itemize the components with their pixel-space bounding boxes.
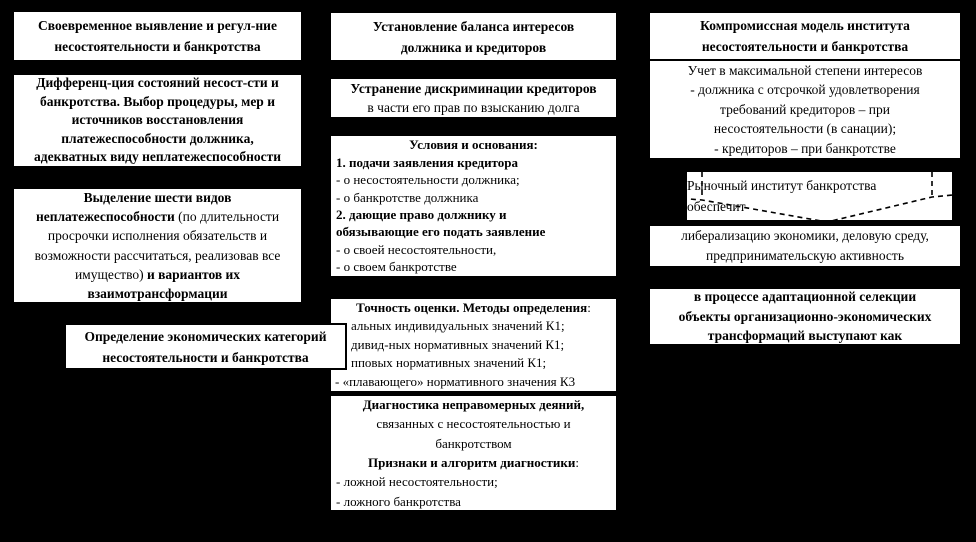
text-line (331, 258, 616, 275)
text-segment: трансформаций выступают как (707, 328, 903, 344)
text-segment: должника и кредиторов (400, 39, 547, 55)
text-segment: связанных с несостоятельностью и (376, 416, 571, 432)
text-segment: несостоятельности и банкротства (54, 39, 261, 54)
text-segment: Точность оценки. Методы определения (356, 299, 588, 315)
text-segment: обеспечит (687, 199, 746, 214)
text-segment: альных индивидуальных значений К1; (351, 318, 565, 334)
text-line (331, 16, 616, 37)
text-segment: дивид-ных нормативных значений К1; (351, 336, 565, 352)
text-line (650, 307, 960, 326)
text-segment: несостоятельности (в санации); (713, 121, 897, 137)
text-segment: несостоятельности и банкротства (701, 39, 909, 54)
box-conditions-grounds (329, 134, 618, 278)
text-line (331, 317, 616, 336)
text-line (14, 188, 301, 207)
text-segment: возможности рассчитаться, реализовав все (34, 247, 281, 263)
text-segment: обязывающие его подать заявление (336, 224, 546, 240)
text-segment: 2. дающие право должнику и (336, 207, 507, 222)
text-line (331, 472, 616, 491)
box-differentiation (12, 73, 303, 168)
text-line (14, 148, 301, 167)
text-segment: просрочки исполнения обязательств и (47, 228, 268, 244)
text-segment: неплатежеспособности (35, 209, 175, 225)
text-segment: пповых нормативных значений К1; (351, 355, 547, 371)
text-segment: : (575, 455, 579, 470)
text-line (331, 223, 616, 240)
text-line (14, 265, 301, 284)
text-line (650, 326, 960, 345)
text-line (331, 171, 616, 188)
text-segment: Компромиссная модель института (700, 18, 910, 33)
box-timely-detection (12, 10, 303, 62)
text-segment: - «плавающего» нормативного значения К3 (335, 373, 576, 389)
box-compromise-model (648, 11, 962, 61)
text-line (331, 492, 616, 511)
text-segment: банкротства. Выбор процедуры, мер и (40, 93, 275, 109)
text-line (331, 453, 616, 472)
text-segment: - кредиторов – при банкротстве (714, 140, 896, 156)
box-six-types-insolvency (12, 187, 303, 304)
text-line (14, 207, 301, 226)
text-line (66, 326, 345, 347)
box-diagnostics-illegal-acts (329, 394, 618, 512)
text-line (66, 347, 345, 368)
text-segment: Рыночный институт банкротства (687, 178, 877, 193)
text-segment: либерализацию экономики, деловую среду, (681, 228, 929, 243)
text-line (14, 284, 301, 303)
text-line (331, 98, 616, 117)
text-segment: - о банкротстве должника (336, 189, 479, 205)
text-line (14, 111, 301, 130)
text-segment: объекты организационно-экономических (678, 308, 932, 324)
text-segment: - ложного банкротства (336, 493, 461, 509)
text-segment: имущество) (74, 266, 147, 282)
text-line (650, 139, 960, 158)
text-segment: требований кредиторов – при (720, 101, 890, 117)
text-line (650, 287, 960, 306)
text-segment: Определение экономических категорий (84, 328, 327, 344)
box-accuracy-methods (329, 297, 618, 393)
text-line (331, 206, 616, 223)
text-line (650, 100, 960, 119)
text-line (331, 79, 616, 98)
text-line (331, 414, 616, 433)
box-balance-interests (329, 11, 618, 62)
text-line (331, 189, 616, 206)
text-segment: и вариантов их (146, 266, 241, 282)
text-segment: Условия и основания: (409, 137, 538, 153)
text-line (331, 241, 616, 258)
text-segment: Диагностика неправомерных деяний, (362, 396, 585, 412)
text-line (650, 119, 960, 138)
box-adaptation-selection (648, 287, 962, 346)
text-segment: Выделение шести видов (83, 189, 232, 205)
text-segment: (по длительности (174, 209, 280, 225)
text-line (331, 434, 616, 453)
text-line (331, 373, 616, 392)
text-segment: - о своей несостоятельности, (336, 241, 497, 257)
text-segment: : (587, 299, 591, 315)
text-segment: - должника с отсрочкой удовлетворения (690, 82, 920, 98)
text-line (331, 154, 616, 171)
text-segment: - о несостоятельности должника; (336, 172, 520, 188)
text-line (650, 80, 960, 99)
text-line (331, 354, 616, 373)
text-line (14, 226, 301, 245)
text-segment: предпринимательскую активность (706, 248, 904, 263)
text-line (331, 136, 616, 153)
box-interests-accounting (648, 59, 962, 160)
text-line (14, 15, 301, 36)
text-segment: адекватных виду неплатежеспособности (34, 149, 281, 165)
text-segment: источников восстановления (71, 112, 244, 128)
text-segment: 1. подачи заявления кредитора (336, 154, 519, 170)
dashed-funnel-icon (648, 166, 976, 232)
text-segment: в части его прав по взысканию долга (367, 100, 580, 115)
text-line (331, 299, 616, 318)
text-line (331, 336, 616, 355)
text-line (14, 36, 301, 57)
text-segment: - о своем банкротстве (336, 259, 457, 275)
text-segment: Своевременное выявление и регул-ние (38, 18, 277, 33)
text-segment: несостоятельности и банкротства (102, 349, 309, 365)
text-line (650, 61, 960, 80)
text-segment: платежеспособности должника, (61, 130, 254, 146)
text-line (14, 74, 301, 93)
text-segment: Установление баланса интересов (372, 18, 575, 34)
box-eliminate-discrimination (329, 77, 618, 119)
text-line (650, 15, 960, 36)
text-segment: - ложной несостоятельности; (336, 474, 498, 490)
text-segment: Устранение дискриминации кредиторов (350, 81, 597, 96)
text-line (650, 36, 960, 57)
text-line (14, 246, 301, 265)
text-line (14, 130, 301, 149)
text-segment: Дифференц-ция состояний несост-сти и (36, 75, 279, 91)
text-segment: в процессе адаптационной селекции (693, 289, 917, 305)
text-line (14, 93, 301, 112)
box-definition-categories (64, 323, 347, 370)
text-line (331, 37, 616, 58)
text-segment: Признаки и алгоритм диагностики (368, 455, 576, 470)
text-segment: Учет в максимальной степени интересов (687, 62, 923, 78)
text-line (331, 395, 616, 414)
text-line (650, 246, 960, 266)
text-segment: банкротством (435, 435, 512, 451)
text-segment: взаимотрансформации (87, 285, 228, 301)
